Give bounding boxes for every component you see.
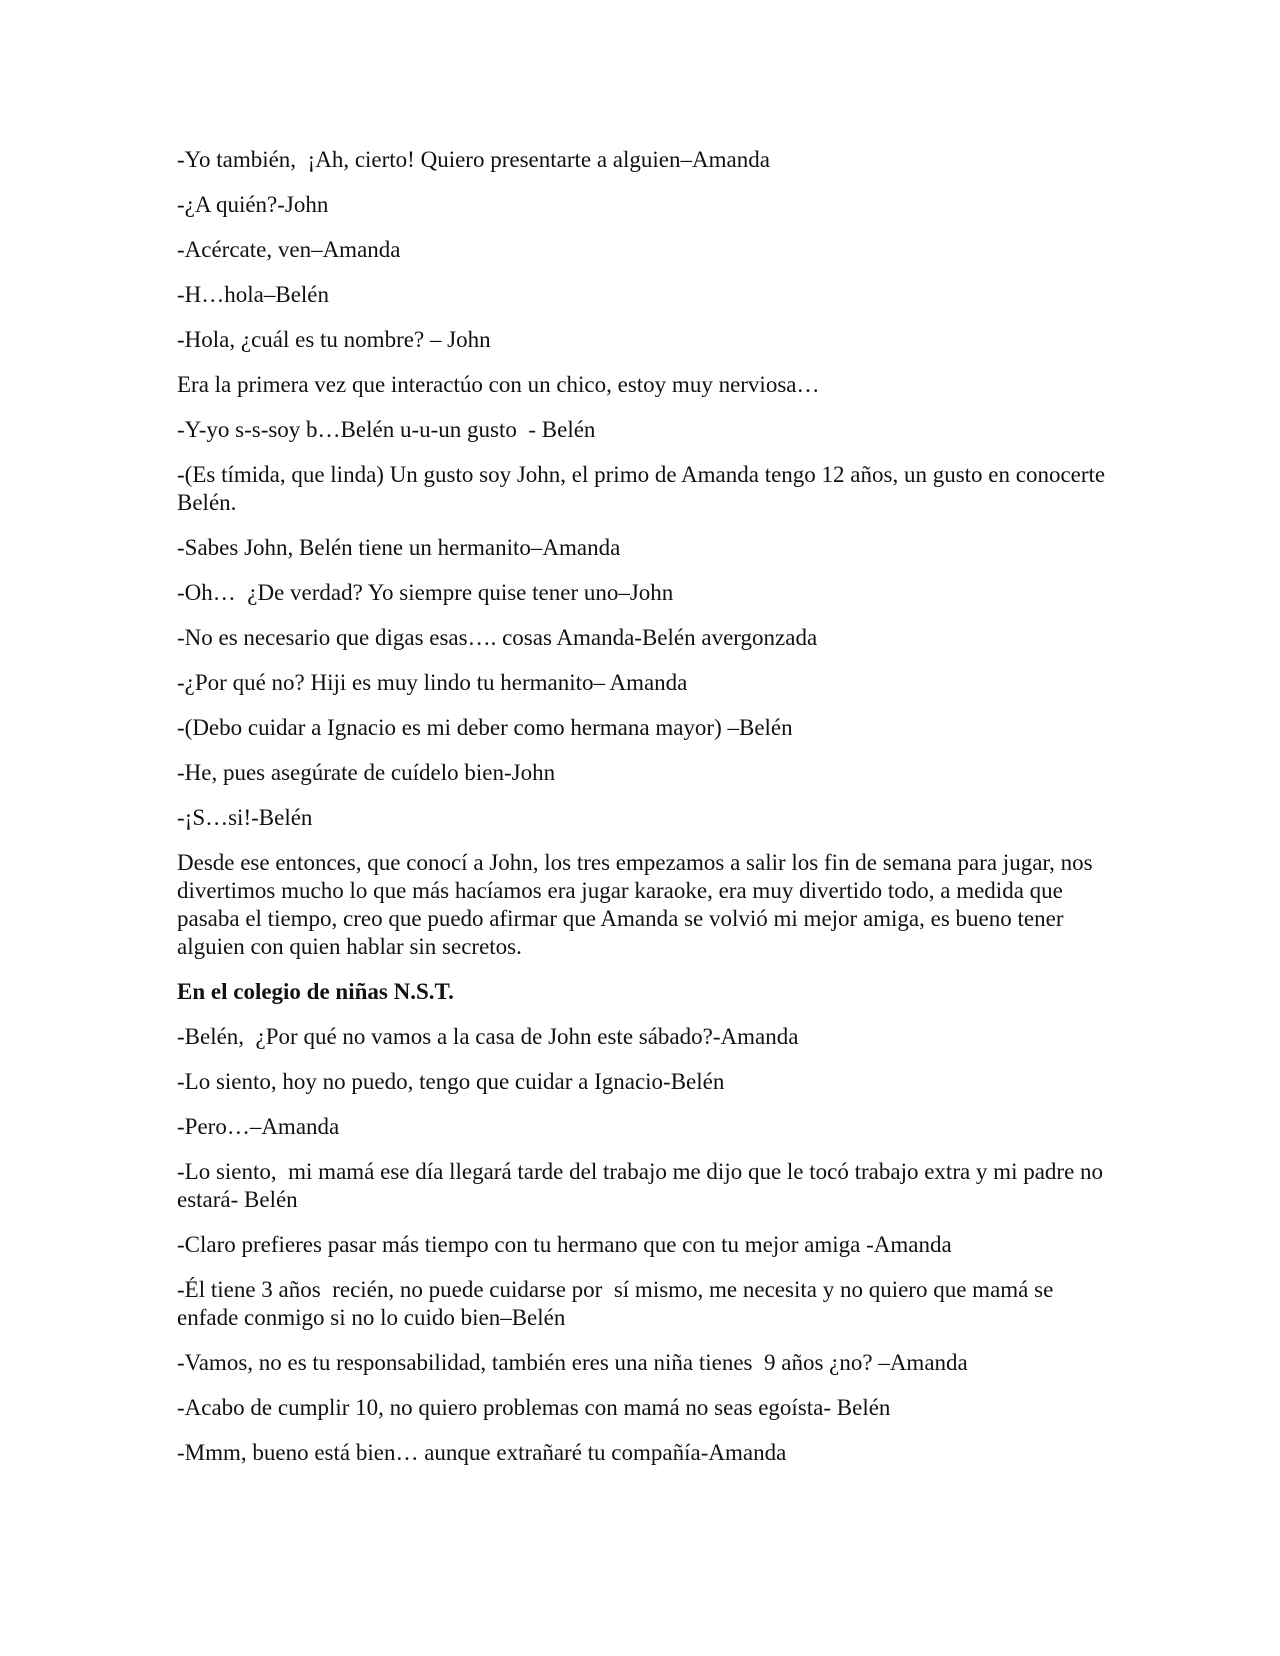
paragraph-26: -Mmm, bueno está bien… aunque extrañaré tu compañía-Amanda [177,1440,787,1465]
paragraph-8: -(Es tímida, que linda) Un gusto soy John, el primo de Amanda tengo 12 años, un gusto en conocerte Belén. [177,462,1111,515]
paragraph-23: -Él tiene 3 años recién, no puede cuidarse por sí mismo, me necesita y no quiero que mamá se enfade conmigo si no lo cuido bien–Belén [177,1277,1060,1330]
section-heading: En el colegio de niñas N.S.T. [177,979,454,1004]
paragraph-1: -Yo también, ¡Ah, cierto! Quiero presentarte a alguien–Amanda [177,147,770,172]
paragraph-13: -(Debo cuidar a Ignacio es mi deber como hermana mayor) –Belén [177,715,793,740]
paragraph-10: -Oh… ¿De verdad? Yo siempre quise tener uno–John [177,580,674,605]
paragraph-24: -Vamos, no es tu responsabilidad, también eres una niña tienes 9 años ¿no? –Amanda [177,1350,968,1375]
paragraph-11: -No es necesario que digas esas…. cosas Amanda-Belén avergonzada [177,625,818,650]
paragraph-3: -Acércate, ven–Amanda [177,237,401,262]
paragraph-15: -¡S…si!-Belén [177,805,313,830]
paragraph-6: Era la primera vez que interactúo con un chico, estoy muy nerviosa… [177,372,820,397]
paragraph-14: -He, pues asegúrate de cuídelo bien-John [177,760,556,785]
paragraph-25: -Acabo de cumplir 10, no quiero problemas con mamá no seas egoísta- Belén [177,1395,891,1420]
paragraph-22: -Claro prefieres pasar más tiempo con tu hermano que con tu mejor amiga -Amanda [177,1232,952,1257]
document-body [177,146,1111,1484]
paragraph-18: -Belén, ¿Por qué no vamos a la casa de John este sábado?-Amanda [177,1024,799,1049]
paragraph-7: -Y-yo s-s-soy b…Belén u-u-un gusto - Belén [177,417,596,442]
paragraph-4: -H…hola–Belén [177,282,330,307]
paragraph-19: -Lo siento, hoy no puedo, tengo que cuidar a Ignacio-Belén [177,1069,725,1094]
paragraph-16: Desde ese entonces, que conocí a John, los tres empezamos a salir los fin de semana para jugar, nos divertimos mucho lo que más hacíamos era jugar karaoke, era muy divertido todo, a medida que pasaba el tiempo, creo que puedo afirmar que Amanda se volvió mi mejor amiga, es bueno tener alguien con quien hablar sin secretos. [177,850,1099,959]
paragraph-21: -Lo siento, mi mamá ese día llegará tarde del trabajo me dijo que le tocó trabajo extra y mi padre no estará- Belén [177,1159,1109,1212]
paragraph-9: -Sabes John, Belén tiene un hermanito–Amanda [177,535,621,560]
paragraph-20: -Pero…–Amanda [177,1114,340,1139]
paragraph-2: -¿A quién?-John [177,192,329,217]
paragraph-12: -¿Por qué no? Hiji es muy lindo tu hermanito– Amanda [177,670,688,695]
paragraph-5: -Hola, ¿cuál es tu nombre? – John [177,327,491,352]
